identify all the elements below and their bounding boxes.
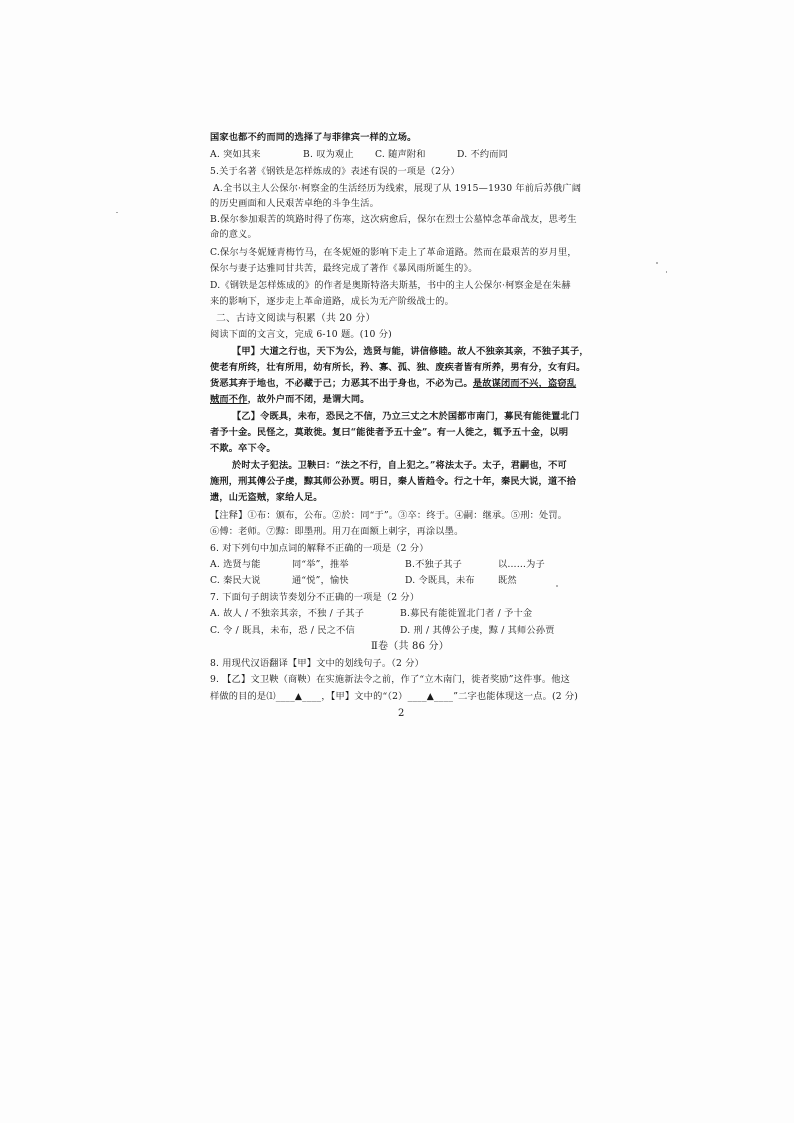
q9-line2-text-c: ”二字也能体现这一点。(2 分): [453, 691, 579, 702]
q5-option-b-line1: B.保尔参加艰苦的筑路时得了伤寒，这次病愈后，保尔在烈士公墓悼念革命战友，思考生: [210, 214, 577, 225]
q6-option-d-explanation: 既然: [498, 575, 517, 586]
q4-option-c: C. 随声附和: [375, 149, 426, 160]
q6-option-b: B.不独子其子: [405, 559, 463, 570]
notes-line1: 【注释】①布：颁布，公布。②於：同“于”。③卒：终于。④嗣：继承。⑤刑：处罚。: [210, 510, 568, 521]
q5-option-d-line1: D.《钢铁是怎样炼成的》的作者是奥斯特洛夫斯基，书中的主人公保尔·柯察金是在朱赫: [210, 280, 571, 291]
part-two-heading: Ⅱ卷（共 86 分）: [371, 641, 449, 652]
q9-line1: 9. 【乙】文卫鞅（商鞅）在实施新法令之前，作了“立木南门，徙者奖励”这件事。他这: [210, 674, 571, 685]
passage-jia-line3: [210, 378, 576, 390]
q6-stem: 6. 对下列句中加点词的解释不正确的一项是（2 分）: [210, 543, 429, 554]
q7-option-d: D. 刑 / 其傅公子虔，黥 / 其师公孙贾: [400, 625, 555, 636]
passage-yi-line6: 遗，山无盗贼，家给人足。: [210, 492, 323, 503]
q6-option-c-explanation: 通“悦”，愉快: [292, 575, 349, 586]
q6-option-a-explanation: 同“举”，推举: [292, 559, 349, 570]
q9-line2: [210, 691, 578, 703]
q6-option-c: C. 秦民大说: [210, 575, 261, 586]
passage-jia-line4-text: ，故外户而不闭，是谓大同。: [247, 394, 370, 405]
q9-line2-text-b: ，【甲】文中的“（2）: [321, 691, 408, 702]
q7-option-a: A. 故人 / 不独亲其亲，不独 / 子其子: [210, 608, 365, 619]
q6-option-a: A. 选贤与能: [210, 559, 261, 570]
scan-speck: [556, 585, 558, 587]
scan-speck: [656, 262, 658, 264]
passage-yi-line4: 於时太子犯法。卫鞅曰：“法之不行，自上犯之。”将法太子。太子，君嗣也，不可: [232, 460, 567, 471]
q5-option-c-line2: 保尔与妻子达雅同甘共苦，最终完成了著作《暴风雨所诞生的》。: [210, 263, 478, 274]
underlined-sentence-part1: 是故谋闭而不兴，盗窃乱: [472, 378, 577, 389]
q5-option-a-line1: A.全书以主人公保尔·柯察金的生活经历为线索，展现了从 1915—1930 年前后苏俄广阔: [213, 183, 582, 194]
q8-stem: 8. 用现代汉语翻译【甲】文中的划线句子。（2 分）: [210, 658, 424, 669]
page-number: 2: [398, 708, 405, 719]
q7-option-c: C. 令 / 既具，未布，恐 / 民之不信: [210, 625, 355, 636]
answer-blank-1: ____▲____: [275, 691, 322, 702]
q9-line2-text-a: 样做的目的是⑴: [210, 691, 276, 702]
passage-jia-line4: [210, 394, 370, 406]
q5-stem: 5.关于名著《钢铁是怎样炼成的》表述有误的一项是（2分）: [210, 166, 460, 177]
section-heading: 二、古诗文阅读与积累（共 20 分）: [216, 313, 376, 324]
passage-yi-line5: 施刑，刑其傅公子虔，黥其师公孙贾。明日，秦人皆趋令。行之十年，秦民大说，道不拾: [210, 476, 577, 487]
passage-jia-line3-text: 货恶其弃于地也，不必藏于己；力恶其不出于身也，不必为己。: [210, 378, 473, 389]
passage-jia-line2: 使老有所终，壮有所用，幼有所长，矜、寡、孤、独、废疾者皆有所养，男有分，女有归。: [210, 362, 586, 373]
notes-line2: ⑥傅：老师。⑦黥：即墨刑。用刀在面额上刺字，再涂以墨。: [210, 526, 464, 537]
q7-stem: 7. 下面句子朗读节奏划分不正确的一项是（2 分）: [210, 592, 420, 603]
q6-option-b-explanation: 以……为子: [498, 559, 545, 570]
q5-option-b-line2: 命的意义。: [210, 229, 257, 240]
q4-option-a: A. 突如其来: [210, 149, 261, 160]
q5-option-c-line1: C.保尔与冬妮娅青梅竹马，在冬妮娅的影响下走上了革命道路。然而在最艰苦的岁月里，: [210, 247, 577, 258]
passage-yi-line2: 者予十金。民怪之，莫敢徙。复曰“能徙者予五十金”。有一人徙之，辄予五十金，以明: [210, 427, 569, 438]
q5-option-a-line2: 的历史画面和人民艰苦卓绝的斗争生活。: [210, 198, 379, 209]
q4-continuation: 国家也都不约而同的选择了与菲律宾一样的立场。: [210, 132, 417, 143]
q6-option-d: D. 令既具，未布: [405, 575, 475, 586]
passage-yi-line1: 【乙】令既具，未布，恐民之不信，乃立三丈之木於国都市南门，募民有能徙置北门: [232, 411, 580, 422]
scan-speck: [666, 271, 667, 273]
passage-yi-line3: 不欺。卒下令。: [210, 443, 276, 454]
q5-option-d-line2: 来的影响下，逐步走上革命道路，成长为无产阶级战士的。: [210, 296, 455, 307]
scan-speck: [116, 212, 118, 213]
reading-instructions: 阅读下面的文言文，完成 6-10 题。(10 分): [210, 329, 392, 340]
q7-option-b: B.募民有能徙置北门者 / 予十金: [400, 608, 533, 619]
q4-option-d: D. 不约而同: [457, 149, 509, 160]
q4-option-b: B. 叹为观止: [303, 149, 354, 160]
answer-blank-2: ____▲____: [407, 691, 454, 702]
passage-jia-line1: 【甲】大道之行也，天下为公，选贤与能，讲信修睦。故人不独亲其亲，不独子其子，: [232, 346, 589, 357]
underlined-sentence-part2: 贼而不作: [210, 394, 248, 405]
